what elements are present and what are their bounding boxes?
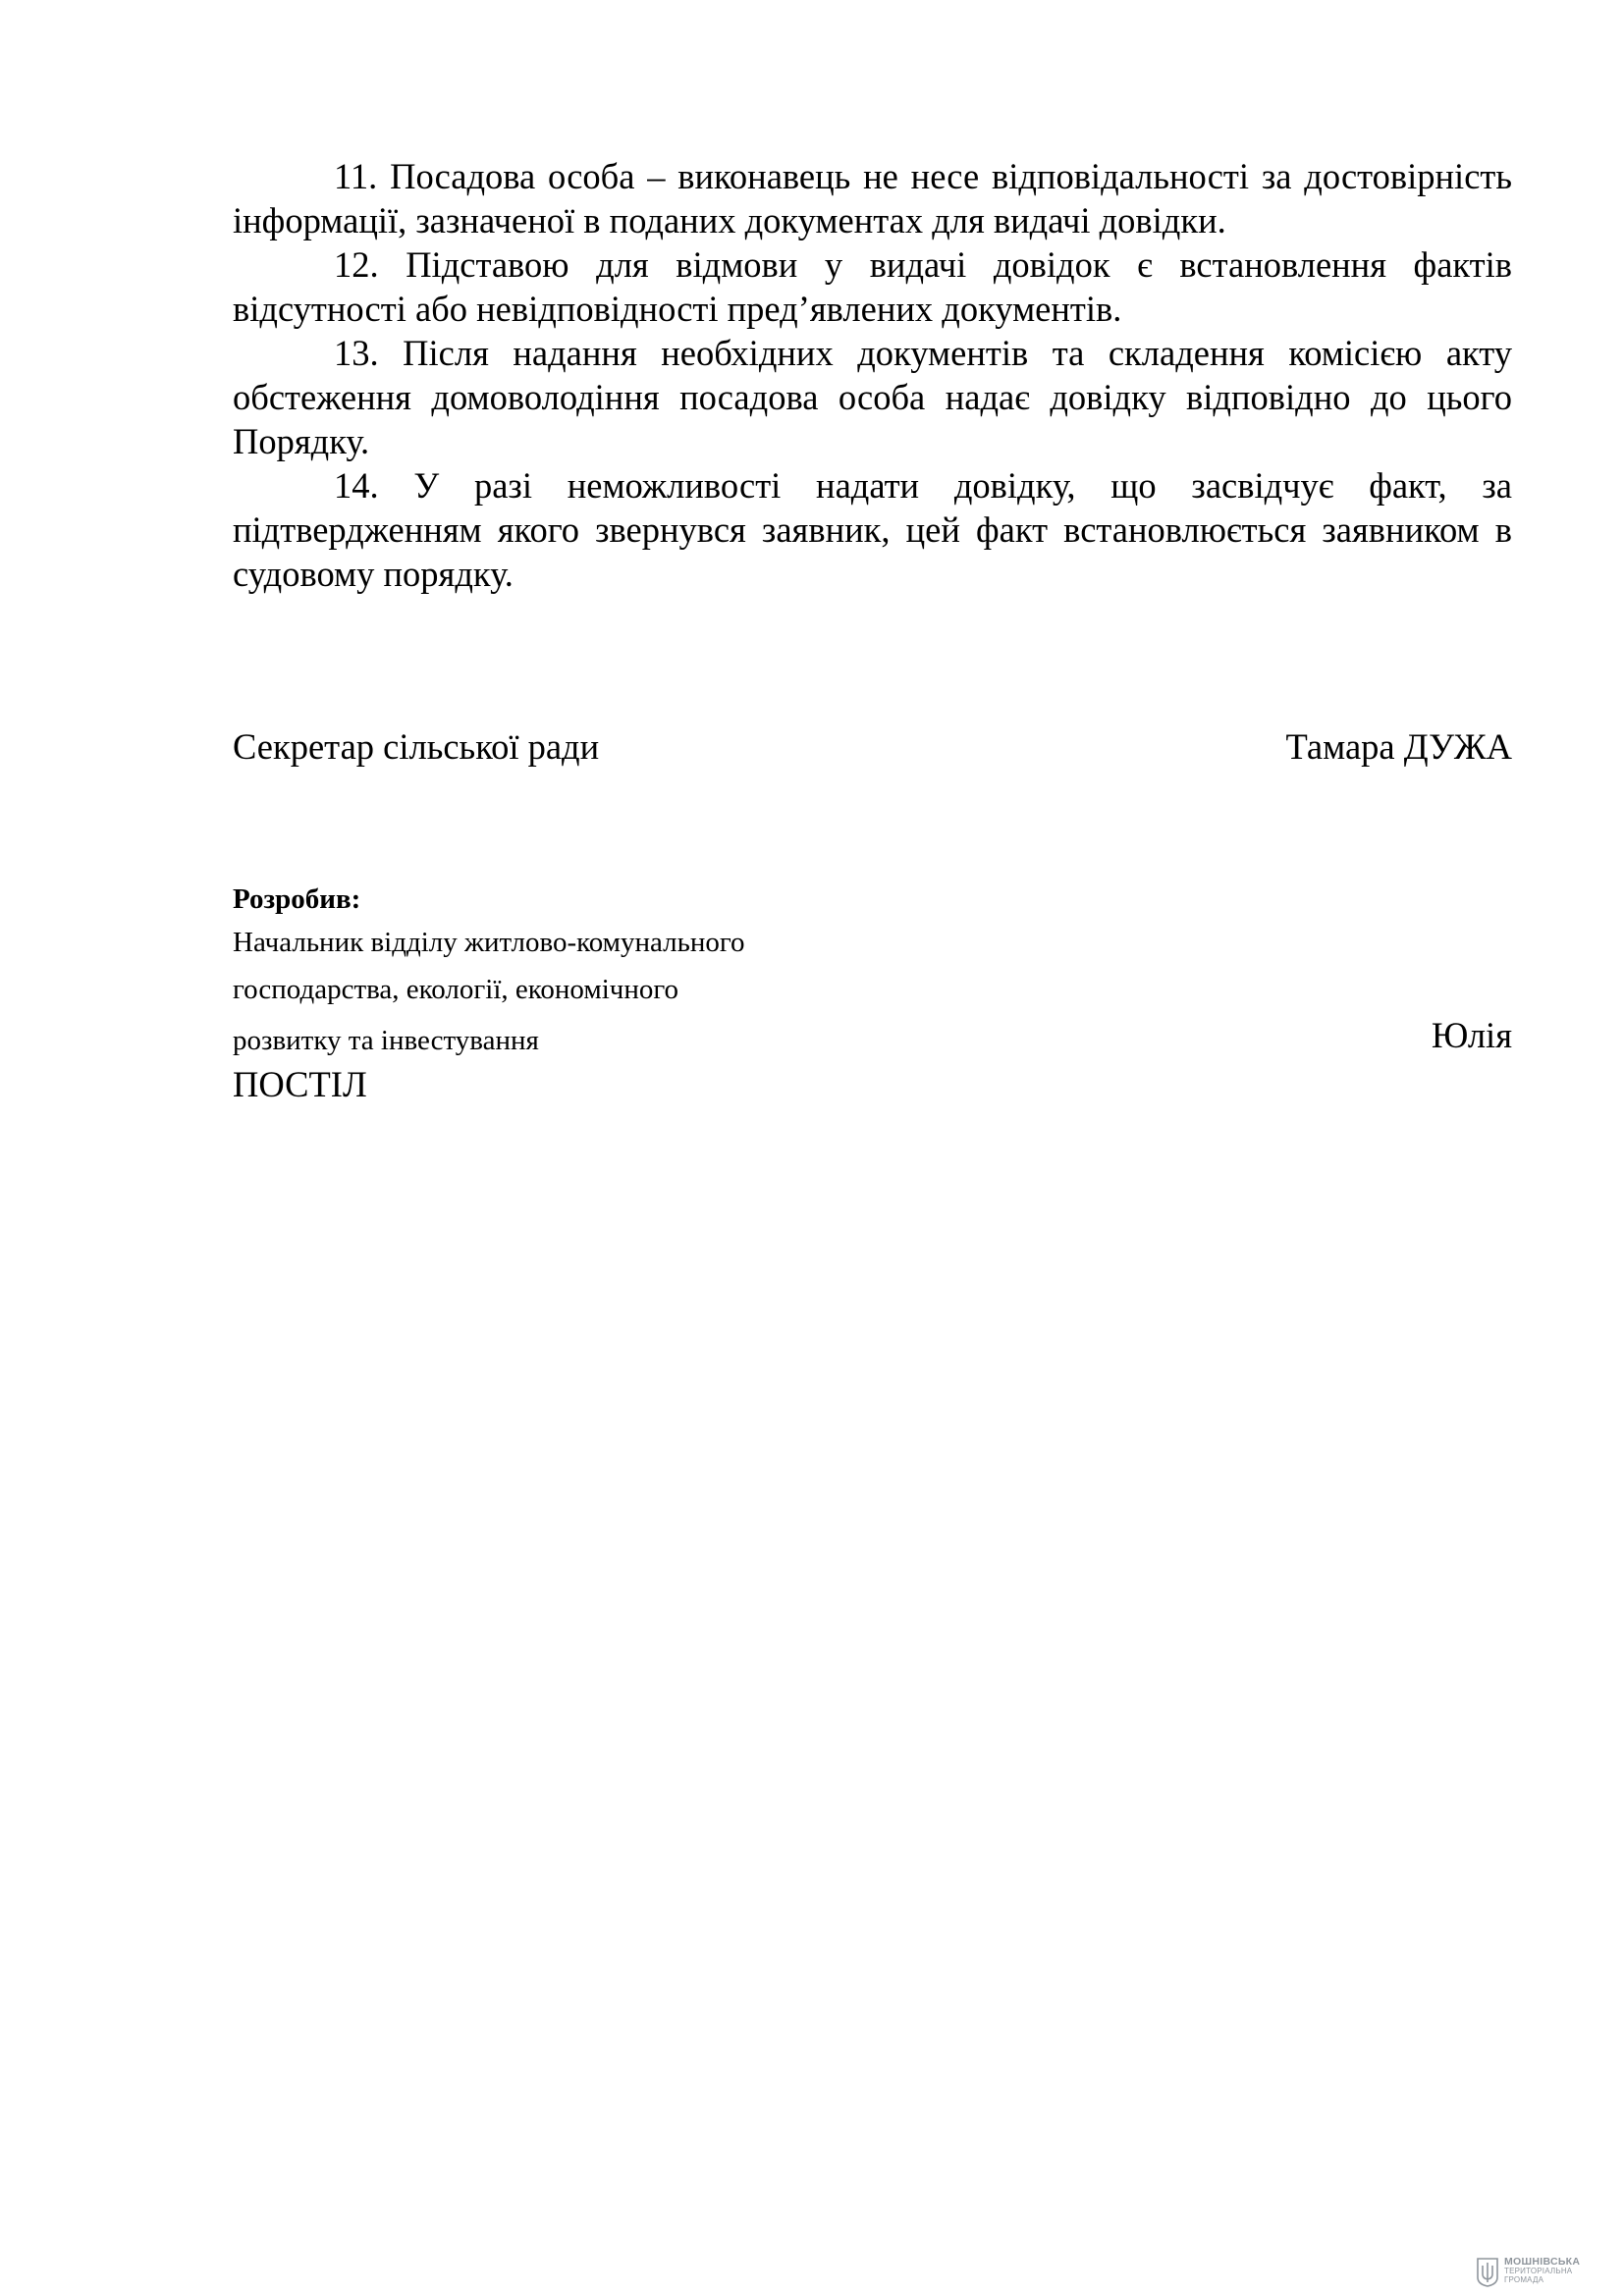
logo-line-3: ГРОМАДА: [1504, 2275, 1544, 2284]
developer-block: [233, 880, 1512, 1106]
developer-position-line-2: господарства, екології, економічного: [233, 974, 679, 1005]
paragraph-14: 14. У разі неможливості надати довідку, що засвідчує факт, за підтвердженням якого звернувся заявник, цей факт встановлюється заявником в судовому порядку.: [233, 465, 1512, 594]
logo-text: [1504, 2258, 1580, 2284]
paragraph-13: 13. Після надання необхідних документів та складення комісією акту обстеження домоволодіння посадова особа надає довідку відповідно до цього Порядку.: [233, 333, 1512, 461]
developer-position-line-3: розвитку та інвестування: [233, 1025, 539, 1056]
developer-position-line-1: Начальник відділу житлово-комунального: [233, 927, 745, 958]
developer-position-row: [233, 1013, 1512, 1062]
developer-first-name: Юлія: [1431, 1015, 1512, 1055]
logo-line-1: МОШНІВСЬКА: [1504, 2256, 1581, 2268]
signature-title: Секретар сільської ради: [233, 726, 600, 767]
community-logo: [1476, 2256, 1613, 2289]
signature-name: Тамара ДУЖА: [1285, 726, 1512, 767]
trident-emblem-icon: [1476, 2258, 1499, 2287]
developer-heading: Розробив:: [233, 883, 361, 915]
logo-line-2: ТЕРИТОРІАЛЬНА: [1504, 2267, 1573, 2275]
developer-last-name: ПОСТІЛ: [233, 1064, 367, 1104]
paragraph-12: 12. Підставою для відмови у видачі довідок є встановлення фактів відсутності або невідповідності пред’явлених документів.: [233, 244, 1512, 329]
paragraph-11: 11. Посадова особа – виконавець не несе відповідальності за достовірність інформації, зазначеної в поданих документах для видачі довідки.: [233, 156, 1512, 240]
document-body: [233, 154, 1512, 596]
